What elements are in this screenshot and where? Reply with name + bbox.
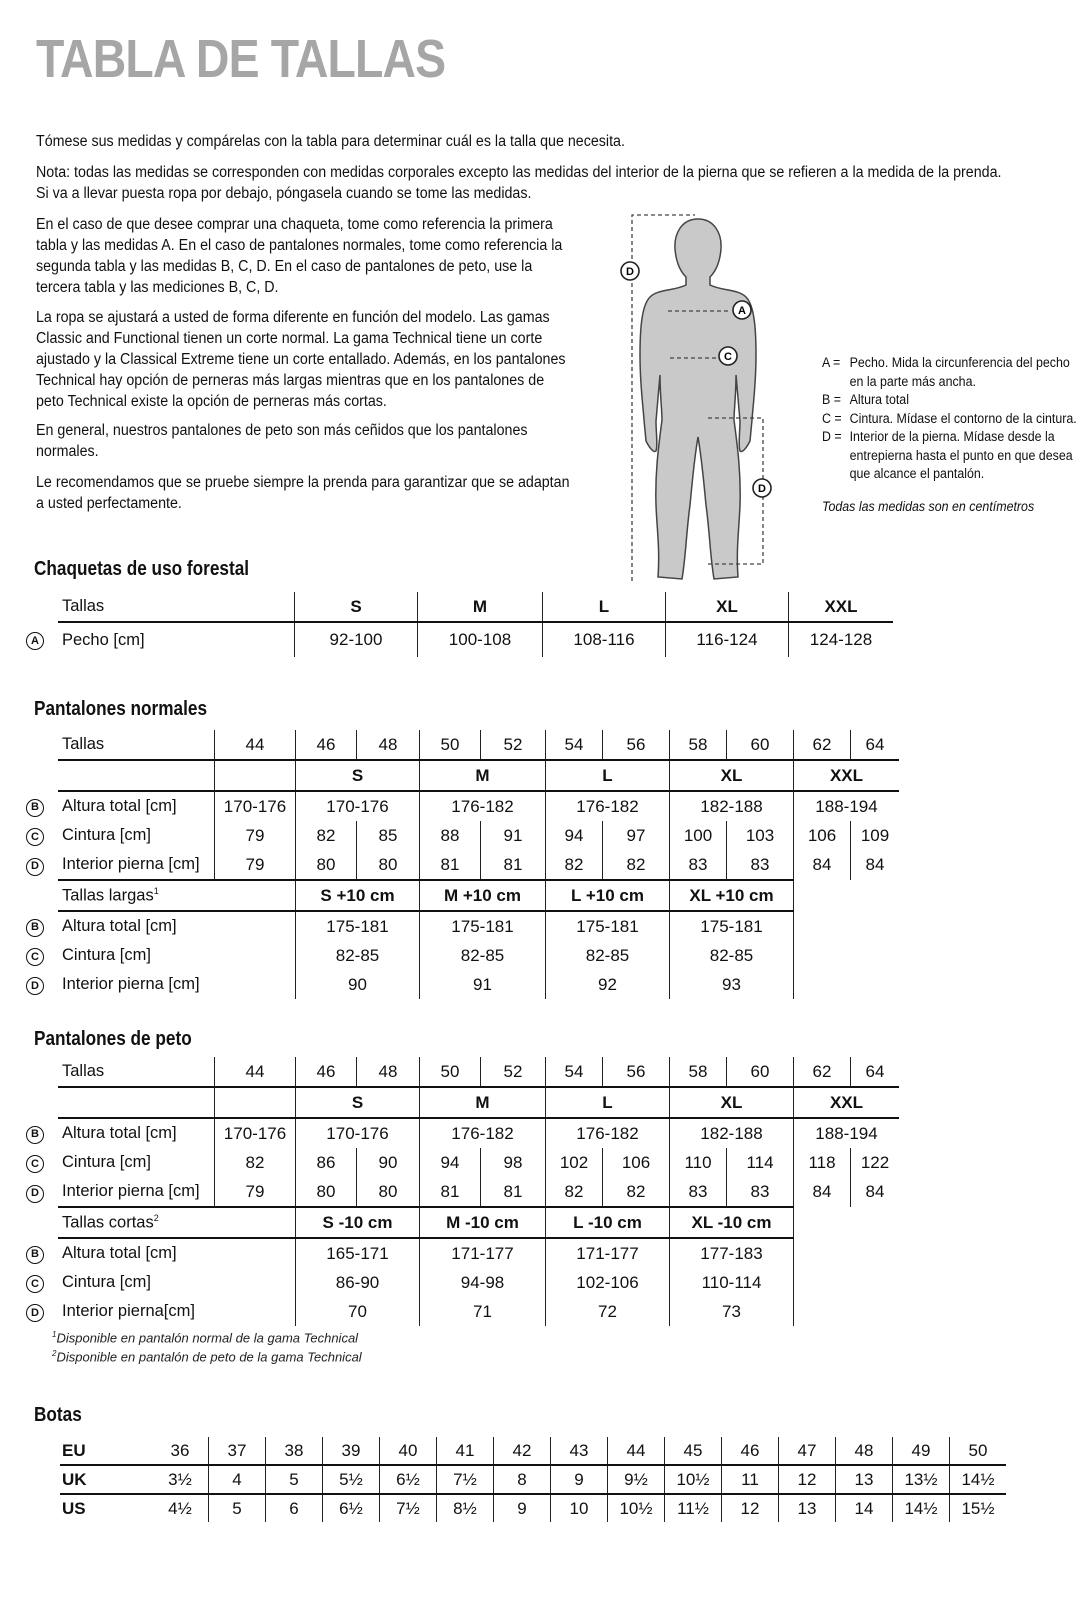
value-cell: 84 <box>794 850 851 880</box>
value-cell: 12 <box>722 1494 779 1522</box>
value-cell: 106 <box>603 1148 670 1177</box>
marker-c-icon: C <box>26 948 44 966</box>
value-cell: 14½ <box>893 1494 950 1522</box>
boots-uk-row <box>60 1465 1006 1494</box>
value-cell: 6 <box>266 1494 323 1522</box>
value-cell: 165-171 <box>296 1238 420 1268</box>
marker-d-icon: D <box>26 1304 44 1322</box>
value-cell: 175-181 <box>546 911 670 941</box>
marker-d-icon: D <box>26 1185 44 1203</box>
size-cell: S <box>295 592 418 622</box>
row-label: US <box>60 1494 152 1522</box>
row-label: Altura total [cm] <box>62 1244 177 1262</box>
jackets-heading: Chaquetas de uso forestal <box>34 558 250 580</box>
row-label: Altura total [cm] <box>62 797 177 815</box>
value-cell: 80 <box>357 1177 420 1207</box>
value-cell: 97 <box>603 821 670 850</box>
short-size: S -10 cm <box>296 1207 420 1238</box>
value-cell: 171-177 <box>546 1238 670 1268</box>
table-row <box>26 791 899 821</box>
value-cell: 13 <box>779 1494 836 1522</box>
sizes-label: Tallas <box>62 1062 105 1080</box>
value-cell: 176-182 <box>546 791 670 821</box>
marker-c-icon: C <box>26 1275 44 1293</box>
value-cell: 92 <box>546 970 670 999</box>
value-cell: 102-106 <box>546 1268 670 1297</box>
marker-d-icon: D <box>26 977 44 995</box>
short-size: L -10 cm <box>546 1207 670 1238</box>
table-row <box>26 1118 899 1148</box>
svg-text:A: A <box>738 305 746 317</box>
legend-a-key: A = <box>822 355 841 370</box>
boots-table <box>60 1437 1006 1522</box>
long-size: L +10 cm <box>546 880 670 911</box>
value-cell: 182-188 <box>670 1118 794 1148</box>
footnote-2: $^2$Disponible en pantalón de peto de la gama Technical <box>52 1349 362 1365</box>
value-cell: 10 <box>551 1494 608 1522</box>
legend-c-key: C = <box>822 410 842 426</box>
value-cell: 12 <box>779 1465 836 1494</box>
value-cell: 81 <box>481 1177 546 1207</box>
jackets-chest-row <box>26 622 893 657</box>
value-cell: 42 <box>494 1437 551 1465</box>
value-cell: 124-128 <box>789 622 894 657</box>
marker-c-icon: C <box>26 828 44 846</box>
value-cell: 3½ <box>152 1465 209 1494</box>
size-cell: XL <box>666 592 789 622</box>
size-number: 58 <box>670 1057 727 1087</box>
size-number: 52 <box>481 730 546 760</box>
long-size: M +10 cm <box>420 880 546 911</box>
value-cell: 177-183 <box>670 1238 794 1268</box>
value-cell: 175-181 <box>420 911 546 941</box>
row-label: Cintura [cm] <box>62 1273 151 1291</box>
table-row <box>26 1297 899 1326</box>
value-cell: 7½ <box>437 1465 494 1494</box>
value-cell: 80 <box>357 850 420 880</box>
value-cell: 79 <box>215 850 296 880</box>
table-row <box>26 730 899 760</box>
size-number: 64 <box>851 730 900 760</box>
size-number: 44 <box>215 1057 296 1087</box>
value-cell: 10½ <box>665 1465 722 1494</box>
marker-b-icon: B <box>26 1246 44 1264</box>
value-cell: 175-181 <box>670 911 794 941</box>
value-cell: 37 <box>209 1437 266 1465</box>
size-number: 50 <box>420 1057 481 1087</box>
long-size: XL +10 cm <box>670 880 794 911</box>
size-number: 64 <box>851 1057 900 1087</box>
short-sizes-label: Tallas cortas$^2$ <box>58 1207 296 1238</box>
jackets-table <box>26 592 893 657</box>
value-cell: 90 <box>357 1148 420 1177</box>
value-cell: 170-176 <box>296 791 420 821</box>
body-silhouette <box>640 219 756 579</box>
value-cell: 84 <box>851 1177 900 1207</box>
size-letter: M <box>420 1087 546 1118</box>
value-cell: 188-194 <box>794 1118 900 1148</box>
measurement-legend <box>822 354 1080 516</box>
table-row <box>26 911 899 941</box>
size-number: 46 <box>296 730 357 760</box>
table-row <box>26 1057 899 1087</box>
row-label: Interior pierna [cm] <box>62 975 200 993</box>
value-cell: 49 <box>893 1437 950 1465</box>
bib-heading: Pantalones de peto <box>34 1028 192 1050</box>
value-cell: 84 <box>794 1177 851 1207</box>
size-number: 62 <box>794 1057 851 1087</box>
value-cell: 79 <box>215 1177 296 1207</box>
value-cell: 82 <box>546 850 603 880</box>
value-cell: 36 <box>170 1440 190 1460</box>
size-cell: XXL <box>789 592 894 622</box>
sizes-label: Tallas <box>62 597 105 615</box>
value-cell: 43 <box>551 1437 608 1465</box>
value-cell: 15½ <box>950 1494 1007 1522</box>
table-row <box>26 1207 899 1238</box>
legend-a-text: Pecho. Mida la circunferencia del pecho en la parte más ancha. <box>849 355 1070 389</box>
value-cell: 106 <box>794 821 851 850</box>
value-cell: 82-85 <box>670 941 794 970</box>
value-cell: 92-100 <box>295 622 418 657</box>
value-cell: 82 <box>296 821 357 850</box>
value-cell: 5 <box>266 1465 323 1494</box>
bib-table <box>26 1057 899 1326</box>
value-cell: 9 <box>494 1494 551 1522</box>
value-cell: 170-176 <box>215 791 296 821</box>
value-cell: 82-85 <box>546 941 670 970</box>
size-number: 58 <box>670 730 727 760</box>
value-cell: 4½ <box>152 1494 209 1522</box>
size-letter: XL <box>670 1087 794 1118</box>
boots-eu-row <box>60 1437 1006 1465</box>
value-cell: 83 <box>670 850 727 880</box>
size-letter: L <box>546 760 670 791</box>
value-cell: 170-176 <box>296 1118 420 1148</box>
value-cell: 83 <box>727 1177 794 1207</box>
value-cell: 9½ <box>608 1465 665 1494</box>
marker-c-icon <box>719 347 737 365</box>
value-cell: 44 <box>608 1437 665 1465</box>
value-cell: 73 <box>670 1297 794 1326</box>
size-letter: XL <box>670 760 794 791</box>
value-cell: 84 <box>851 850 900 880</box>
value-cell: 170-176 <box>215 1118 296 1148</box>
intro-paragraph-note: Nota: todas las medidas se corresponden con medidas corporales excepto las medidas del interior de la pierna que se refieren a la medida de la prenda. Si va a llevar puesta ropa por debajo, póngasela cuando se tome las medidas. <box>36 164 1002 202</box>
value-cell: 11 <box>722 1465 779 1494</box>
size-number: 50 <box>420 730 481 760</box>
value-cell: 118 <box>794 1148 851 1177</box>
size-number: 56 <box>603 730 670 760</box>
svg-text:D: D <box>758 483 766 495</box>
value-cell: 85 <box>357 821 420 850</box>
legend-d-key: D = <box>822 429 842 444</box>
intro-paragraph-1: Tómese sus medidas y compárelas con la tabla para determinar cuál es la talla que necesita. <box>36 133 625 150</box>
body-measurement-figure <box>610 205 785 590</box>
value-cell: 41 <box>437 1437 494 1465</box>
value-cell: 98 <box>481 1148 546 1177</box>
row-label: UK <box>60 1465 152 1494</box>
value-cell: 4 <box>209 1465 266 1494</box>
value-cell: 82 <box>603 1177 670 1207</box>
long-sizes-label: Tallas largas$^1$ <box>58 880 296 911</box>
value-cell: 102 <box>546 1148 603 1177</box>
value-cell: 14½ <box>950 1465 1007 1494</box>
legend-c-text: Cintura. Mídase el contorno de la cintura. <box>849 410 1077 426</box>
size-number: 52 <box>481 1057 546 1087</box>
intro-paragraph-6: Le recomendamos que se pruebe siempre la prenda para garantizar que se adaptan a usted perfectamente. <box>36 474 570 512</box>
size-letter: L <box>546 1087 670 1118</box>
value-cell: 81 <box>420 1177 481 1207</box>
row-label: Altura total [cm] <box>62 1124 177 1142</box>
value-cell: 38 <box>266 1437 323 1465</box>
value-cell: 82 <box>603 850 670 880</box>
table-row <box>26 880 899 911</box>
jackets-size-row <box>26 592 893 622</box>
short-size: XL -10 cm <box>670 1207 794 1238</box>
value-cell: 175-181 <box>296 911 420 941</box>
size-letter: S <box>296 760 420 791</box>
size-cell: M <box>418 592 543 622</box>
size-number: 56 <box>603 1057 670 1087</box>
value-cell: 82 <box>215 1148 296 1177</box>
legend-d-text: Interior de la pierna. Mídase desde la entrepierna hasta el punto en que desea que alcance el pantalón. <box>849 429 1073 481</box>
row-label: Pecho [cm] <box>58 622 295 657</box>
value-cell: 91 <box>481 821 546 850</box>
size-number: 48 <box>357 1057 420 1087</box>
table-row <box>26 941 899 970</box>
table-row <box>26 1148 899 1177</box>
value-cell: 71 <box>420 1297 546 1326</box>
value-cell: 6½ <box>380 1465 437 1494</box>
value-cell: 109 <box>851 821 900 850</box>
intro-paragraph-3: En el caso de que desee comprar una chaqueta, tome como referencia la primera tabla y las medidas A. En el caso de pantalones normales, tome como referencia la segunda tabla y las medidas B, C, D. En el caso de pantalones de peto, use la tercera tabla y las mediciones B, C, D. <box>36 216 563 296</box>
table-row <box>26 1087 899 1118</box>
value-cell: 122 <box>851 1148 900 1177</box>
size-number: 60 <box>727 730 794 760</box>
sizes-label: Tallas <box>62 735 105 753</box>
value-cell: 100-108 <box>418 622 543 657</box>
marker-a-icon <box>733 301 751 319</box>
value-cell: 72 <box>546 1297 670 1326</box>
svg-text:D: D <box>626 266 634 278</box>
footnote-1: $^1$Disponible en pantalón normal de la gama Technical <box>52 1330 359 1346</box>
table-row <box>26 760 899 791</box>
marker-d-icon: D <box>26 858 44 876</box>
size-number: 54 <box>546 730 603 760</box>
size-letter: S <box>296 1087 420 1118</box>
marker-b-icon: B <box>26 919 44 937</box>
value-cell: 11½ <box>665 1494 722 1522</box>
marker-c-icon: C <box>26 1155 44 1173</box>
value-cell: 13 <box>836 1465 893 1494</box>
legend-b-key: B = <box>822 392 841 407</box>
size-letter: M <box>420 760 546 791</box>
trousers-heading: Pantalones normales <box>34 698 208 720</box>
value-cell: 79 <box>215 821 296 850</box>
value-cell: 176-182 <box>420 791 546 821</box>
marker-b-icon: B <box>26 799 44 817</box>
long-size: S +10 cm <box>296 880 420 911</box>
value-cell: 108-116 <box>543 622 666 657</box>
value-cell: 82-85 <box>420 941 546 970</box>
marker-a-icon: A <box>26 632 44 650</box>
row-label: EU <box>62 1440 86 1460</box>
table-row <box>26 1238 899 1268</box>
value-cell: 82 <box>546 1177 603 1207</box>
size-number: 54 <box>546 1057 603 1087</box>
value-cell: 100 <box>670 821 727 850</box>
value-cell: 176-182 <box>546 1118 670 1148</box>
intro-paragraph-5: En general, nuestros pantalones de peto son más ceñidos que los pantalones normales. <box>36 422 528 460</box>
value-cell: 182-188 <box>670 791 794 821</box>
value-cell: 5½ <box>323 1465 380 1494</box>
value-cell: 40 <box>380 1437 437 1465</box>
value-cell: 86 <box>296 1148 357 1177</box>
value-cell: 81 <box>420 850 481 880</box>
row-label: Cintura [cm] <box>62 946 151 964</box>
value-cell: 103 <box>727 821 794 850</box>
table-row <box>26 1268 899 1297</box>
value-cell: 8½ <box>437 1494 494 1522</box>
value-cell: 90 <box>296 970 420 999</box>
value-cell: 81 <box>481 850 546 880</box>
value-cell: 14 <box>836 1494 893 1522</box>
value-cell: 110-114 <box>670 1268 794 1297</box>
value-cell: 47 <box>779 1437 836 1465</box>
value-cell: 45 <box>665 1437 722 1465</box>
legend-note: Todas las medidas son en centímetros <box>822 498 1035 514</box>
marker-b-icon <box>621 262 639 280</box>
value-cell: 8 <box>494 1465 551 1494</box>
value-cell: 93 <box>670 970 794 999</box>
value-cell: 46 <box>722 1437 779 1465</box>
table-row <box>26 970 899 999</box>
row-label: Interior pierna [cm] <box>62 1182 200 1200</box>
value-cell: 50 <box>950 1437 1007 1465</box>
boots-us-row <box>60 1494 1006 1522</box>
value-cell: 176-182 <box>420 1118 546 1148</box>
marker-b-icon: B <box>26 1126 44 1144</box>
value-cell: 48 <box>836 1437 893 1465</box>
value-cell: 171-177 <box>420 1238 546 1268</box>
row-label: Cintura [cm] <box>62 1153 151 1171</box>
size-number: 46 <box>296 1057 357 1087</box>
size-number: 62 <box>794 730 851 760</box>
size-cell: L <box>543 592 666 622</box>
row-label: Interior pierna [cm] <box>62 855 200 873</box>
value-cell: 39 <box>323 1437 380 1465</box>
size-number: 44 <box>215 730 296 760</box>
value-cell: 80 <box>296 1177 357 1207</box>
legend-b-text: Altura total <box>849 392 909 407</box>
value-cell: 13½ <box>893 1465 950 1494</box>
value-cell: 82-85 <box>296 941 420 970</box>
short-size: M -10 cm <box>420 1207 546 1238</box>
value-cell: 114 <box>727 1148 794 1177</box>
value-cell: 70 <box>296 1297 420 1326</box>
value-cell: 86-90 <box>296 1268 420 1297</box>
value-cell: 94-98 <box>420 1268 546 1297</box>
page-title: TABLA DE TALLAS <box>36 29 446 89</box>
value-cell: 91 <box>420 970 546 999</box>
value-cell: 88 <box>420 821 481 850</box>
row-label: Cintura [cm] <box>62 826 151 844</box>
row-label: Altura total [cm] <box>62 917 177 935</box>
size-number: 48 <box>357 730 420 760</box>
value-cell: 188-194 <box>794 791 900 821</box>
value-cell: 80 <box>296 850 357 880</box>
value-cell: 6½ <box>323 1494 380 1522</box>
value-cell: 83 <box>727 850 794 880</box>
value-cell: 5 <box>209 1494 266 1522</box>
table-row <box>26 821 899 850</box>
value-cell: 10½ <box>608 1494 665 1522</box>
value-cell: 9 <box>551 1465 608 1494</box>
value-cell: 110 <box>670 1148 727 1177</box>
value-cell: 116-124 <box>666 622 789 657</box>
intro-paragraph-4: La ropa se ajustará a usted de forma diferente en función del modelo. Las gamas Classic and Functional tienen un corte normal. La gama Technical tiene un corte ajustado y la Classical Extreme tiene un corte entallado. Además, en los pantalones Technical hay opción de perneras más largas mientras que en los pantalones de peto Technical existe la opción de perneras más cortas. <box>36 309 566 410</box>
value-cell: 83 <box>670 1177 727 1207</box>
size-letter: XXL <box>794 760 900 791</box>
trousers-table <box>26 730 899 999</box>
marker-d-icon <box>753 479 771 497</box>
table-row <box>26 850 899 880</box>
value-cell: 7½ <box>380 1494 437 1522</box>
size-number: 60 <box>727 1057 794 1087</box>
svg-text:C: C <box>724 351 732 363</box>
value-cell: 94 <box>546 821 603 850</box>
value-cell: 94 <box>420 1148 481 1177</box>
row-label: Interior pierna[cm] <box>62 1302 195 1320</box>
table-row <box>26 1177 899 1207</box>
boots-heading: Botas <box>34 1404 82 1426</box>
size-letter: XXL <box>794 1087 900 1118</box>
